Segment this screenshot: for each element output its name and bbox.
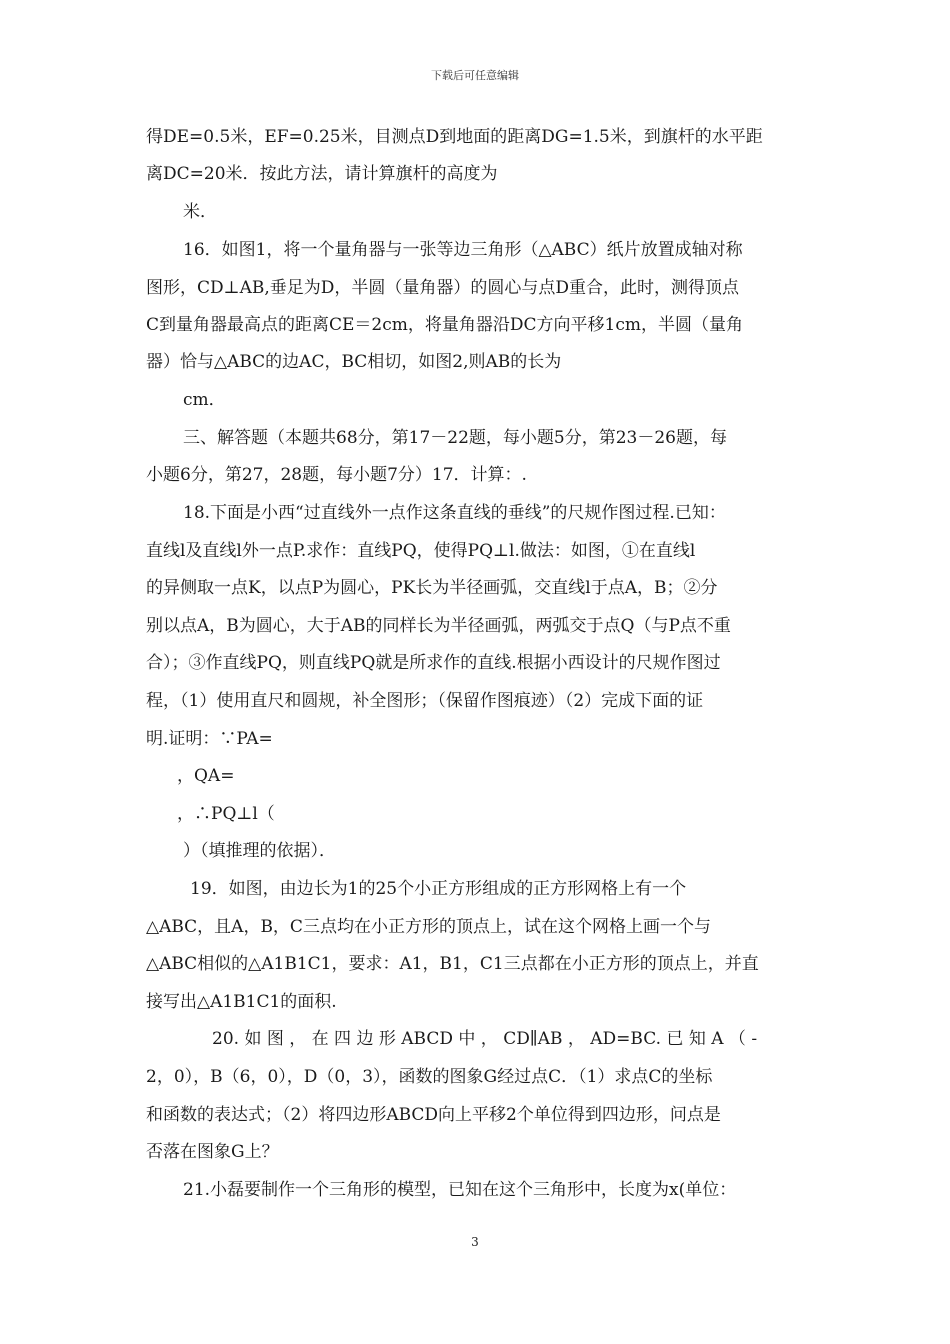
- text-line: 离DC=20米．按此方法，请计算旗杆的高度为: [146, 164, 498, 184]
- text-line: 的异侧取一点K，以点P为圆心，PK长为半径画弧，交直线l于点A，B；②分: [146, 578, 718, 598]
- text-line: 21.小磊要制作一个三角形的模型，已知在这个三角形中，长度为x(单位：: [183, 1180, 737, 1200]
- page-number: 3: [471, 1235, 479, 1249]
- text-line: 小题6分，第27，28题，每小题7分）17．计算：.: [146, 465, 527, 485]
- text-line: 别以点A，B为圆心，大于AB的同样长为半径画弧，两弧交于点Q（与P点不重: [146, 616, 731, 636]
- text-line: 18.下面是小西“过直线外一点作这条直线的垂线”的尺规作图过程.已知：: [183, 503, 726, 523]
- text-line: 程，（1）使用直尺和圆规，补全图形；（保留作图痕迹）（2）完成下面的证: [146, 691, 704, 711]
- text-line: △ABC，且A，B，C三点均在小正方形的顶点上，试在这个网格上画一个与: [146, 917, 711, 937]
- text-line: 器）恰与△ABC的边AC，BC相切，如图2,则AB的长为: [146, 352, 562, 372]
- text-line: 2，0），B（6，0），D（0，3），函数的图象G经过点C．（1）求点C的坐标: [146, 1067, 713, 1087]
- text-line: 直线l及直线l外一点P.求作：直线PQ，使得PQ⊥l.做法：如图，①在直线l: [146, 541, 696, 561]
- text-line: 20. 如 图 ， 在 四 边 形 ABCD 中 ， CD∥AB ， AD=BC. 已 知 A （ -: [212, 1029, 758, 1049]
- text-line: △ABC相似的△A1B1C1，要求：A1，B1，C1三点都在小正方形的顶点上，并直: [146, 954, 759, 974]
- text-line: 16．如图1，将一个量角器与一张等边三角形（△ABC）纸片放置成轴对称: [183, 240, 743, 260]
- text-line: 明.证明：∵PA=: [146, 729, 273, 749]
- text-line: ，QA=: [177, 766, 235, 786]
- text-line: ）（填推理的依据）．: [183, 841, 336, 861]
- text-line: 合）；③作直线PQ，则直线PQ就是所求作的直线.根据小西设计的尺规作图过: [146, 653, 721, 673]
- text-line: C到量角器最高点的距离CE＝2cm，将量角器沿DC方向平移1cm，半圆（量角: [146, 315, 743, 335]
- text-line: 19．如图，由边长为1的25个小正方形组成的正方形网格上有一个: [190, 879, 687, 899]
- text-line: 米．: [183, 202, 217, 222]
- text-line: 和函数的表达式；（2）将四边形ABCD向上平移2个单位得到四边形，问点是: [146, 1105, 721, 1125]
- text-line: 接写出△A1B1C1的面积.: [146, 992, 337, 1012]
- text-line: 得DE=0.5米，EF=0.25米，目测点D到地面的距离DG=1.5米，到旗杆的水平距: [146, 127, 763, 147]
- text-line: cm．: [183, 390, 226, 410]
- page-header: 下载后可任意编辑: [431, 69, 519, 82]
- text-line: ，∴PQ⊥l（: [177, 804, 275, 824]
- text-line: 三、解答题（本题共68分，第17－22题，每小题5分，第23－26题，每: [183, 428, 727, 448]
- text-line: 否落在图象G上？: [146, 1142, 279, 1162]
- text-line: 图形，CD⊥AB,垂足为D，半圆（量角器）的圆心与点D重合，此时，测得顶点: [146, 278, 740, 298]
